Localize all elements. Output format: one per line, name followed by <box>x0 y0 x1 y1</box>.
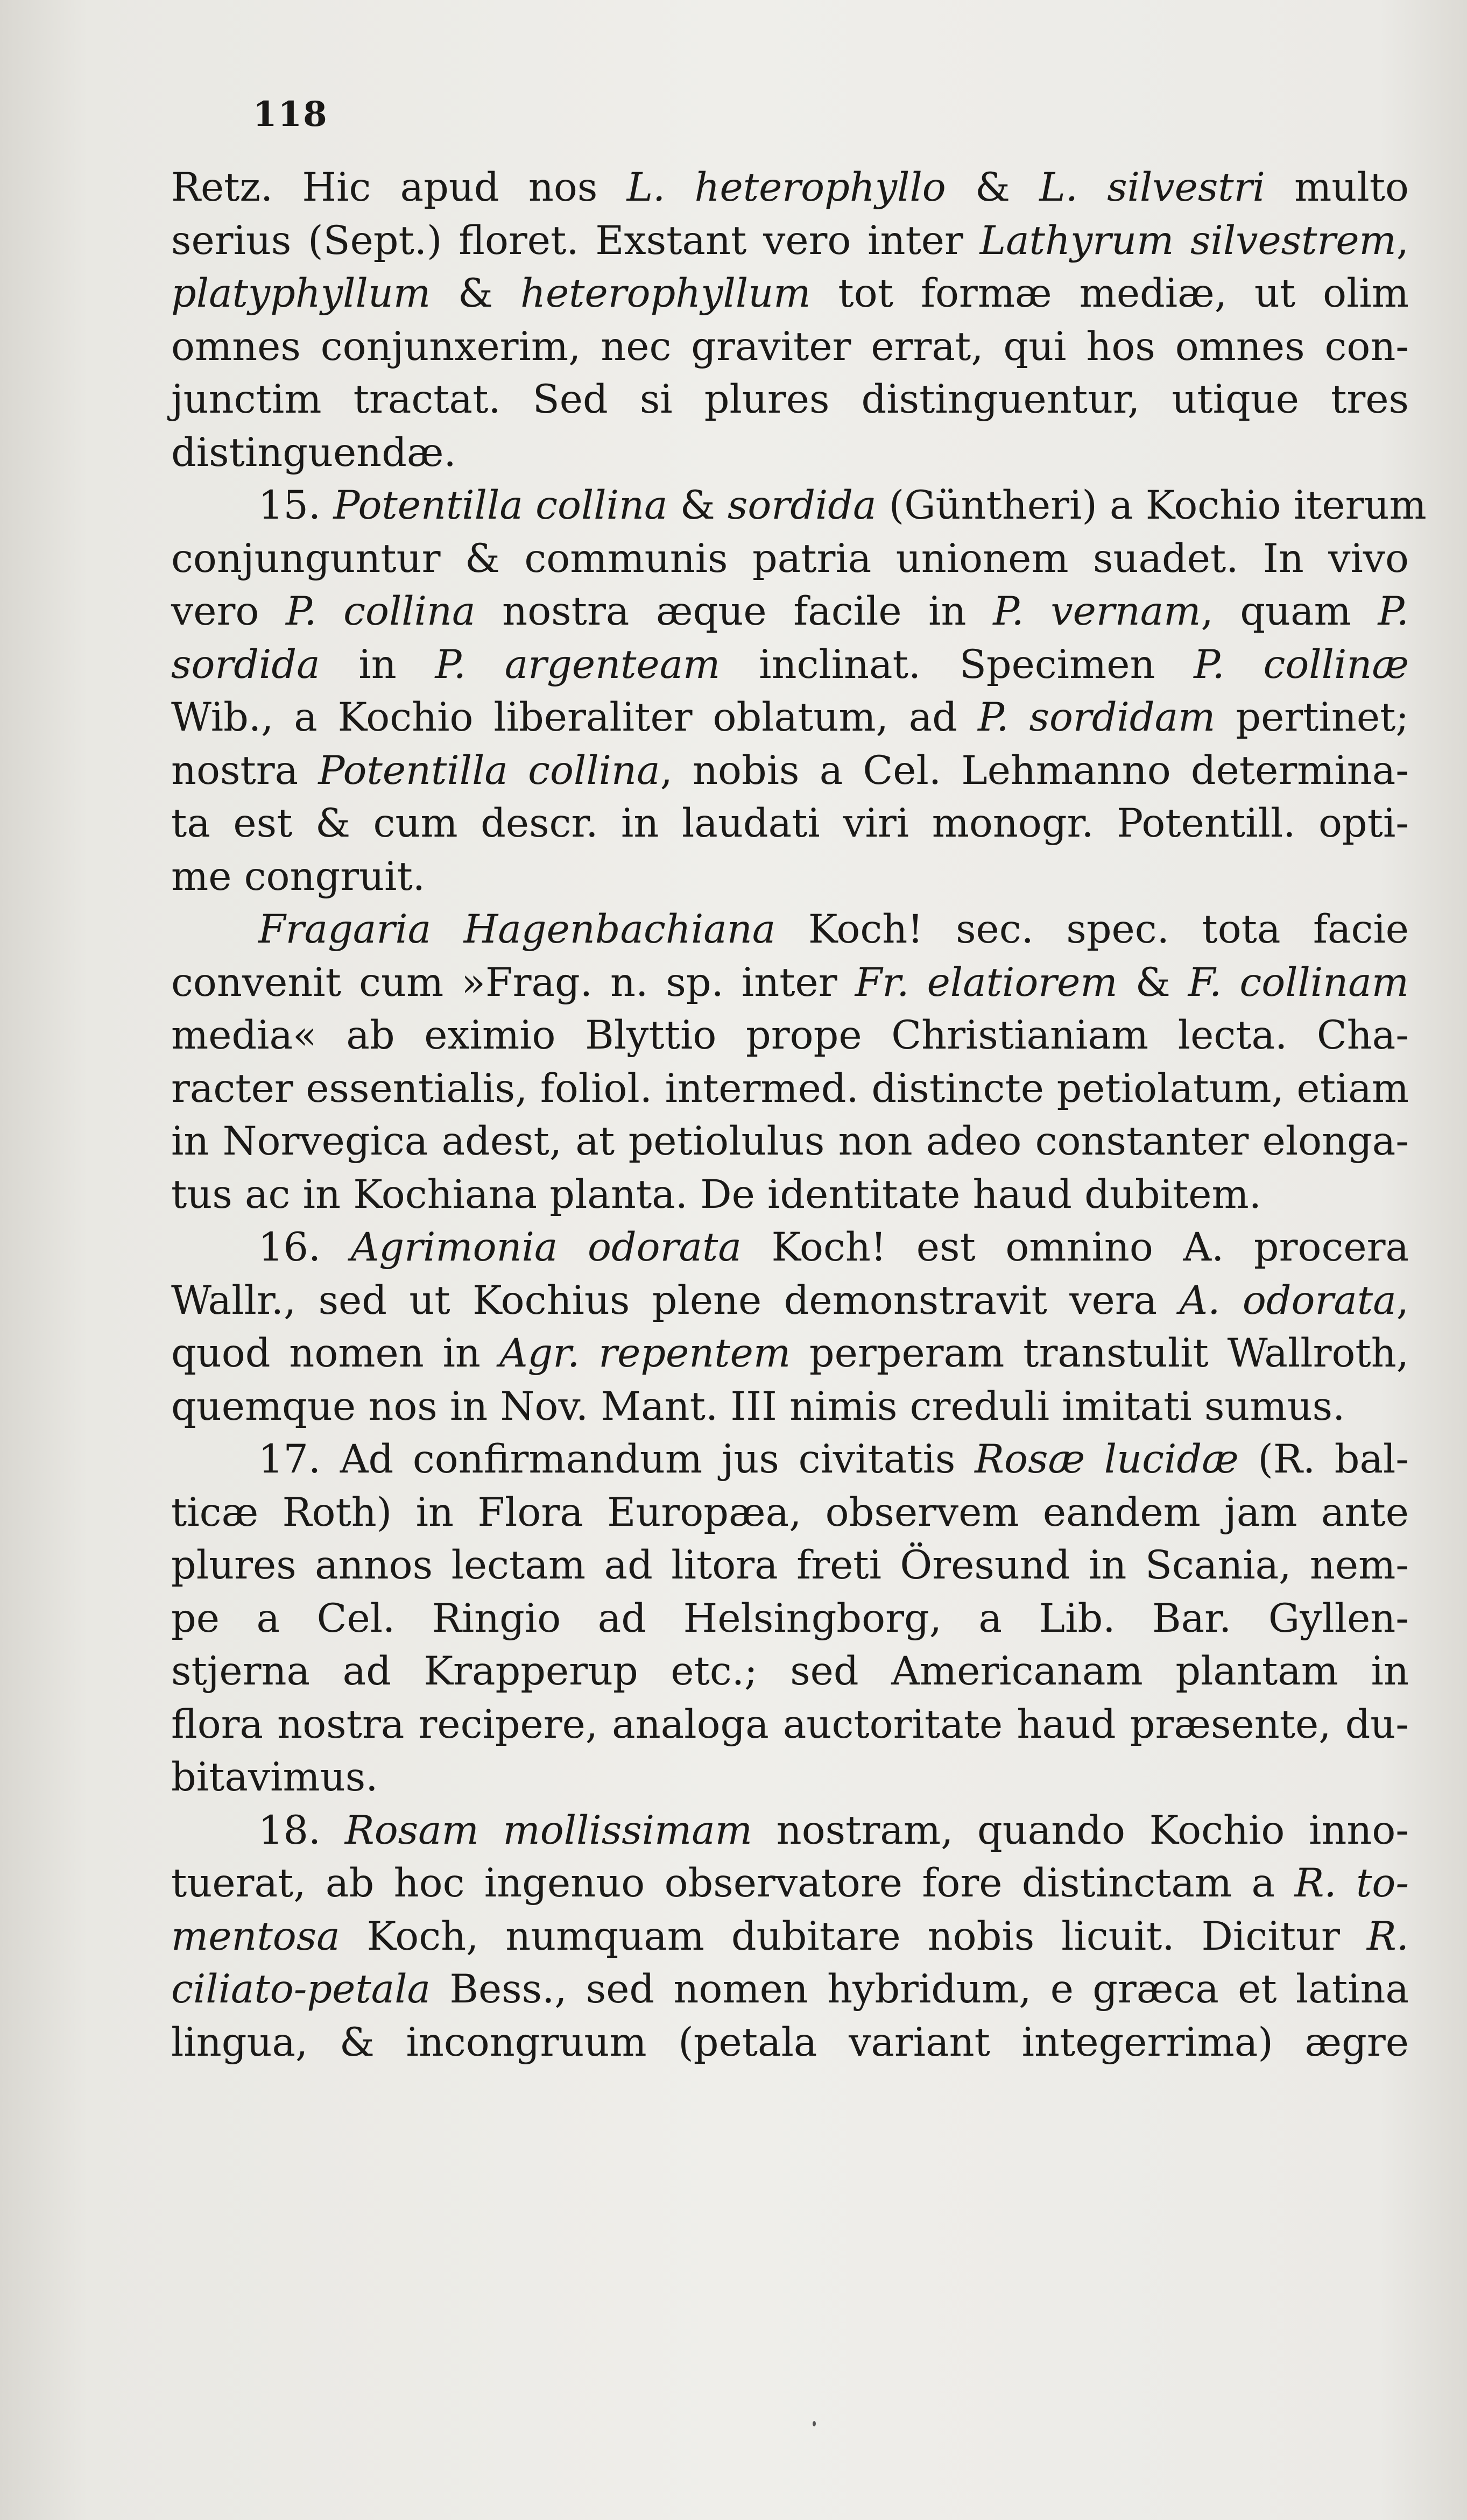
text-line: Wallr., sed ut Kochius plene demonstravit vera A. odorata, <box>171 1277 1409 1323</box>
text-line: platyphyllum & heterophyllum tot formæ mediæ, ut olim <box>171 271 1409 316</box>
text-line: flora nostra recipere, analoga auctoritate haud præsente, du- <box>171 1701 1409 1747</box>
text-line: convenit cum »Frag. n. sp. inter Fr. elatiorem & F. collinam <box>171 959 1409 1006</box>
text-line: ta est & cum descr. in laudati viri monogr. Potentill. opti- <box>171 801 1409 846</box>
paragraph-17-start: 17. Ad confirmandum jus civitatis Rosæ lucidæ (R. bal- <box>258 1436 1409 1482</box>
text-line: tus ac in Kochiana planta. De identitate haud dubitem. <box>171 1171 1261 1217</box>
text-line: in Norvegica adest, at petiolulus non adeo constanter elonga- <box>171 1119 1409 1164</box>
text-line: Wib., a Kochio liberaliter oblatum, ad P. sordidam pertinet; <box>171 695 1409 740</box>
text-line: racter essentialis, foliol. intermed. distincte petiolatum, etiam <box>171 1065 1409 1112</box>
ink-speck <box>813 2421 816 2426</box>
paragraph-15-start: 15. Potentilla collina & sordida (Güntheri) a Kochio iterum <box>258 483 1427 528</box>
text-line: pe a Cel. Ringio ad Helsingborg, a Lib. Bar. Gyllen- <box>171 1595 1409 1641</box>
text-line: quemque nos in Nov. Mant. III nimis creduli imitati sumus. <box>171 1383 1345 1429</box>
text-line: sordida in P. argenteam inclinat. Specimen P. collinæ <box>171 641 1409 688</box>
page-number: 118 <box>253 94 328 135</box>
text-line: omnes conjunxerim, nec graviter errat, qui hos omnes con- <box>171 323 1409 370</box>
body-text <box>171 161 1427 2069</box>
text-line: distinguendæ. <box>171 429 456 476</box>
text-line: bitavimus. <box>171 1754 378 1800</box>
text-line: lingua, & incongruum (petala variant integerrima) ægre <box>171 2019 1409 2065</box>
text-line: media« ab eximio Blyttio prope Christianiam lecta. Cha- <box>171 1013 1409 1058</box>
text-line: junctim tractat. Sed si plures distinguentur, utique tres <box>171 377 1409 422</box>
text-line: Retz. Hic apud nos L. heterophyllo & L. silvestri multo <box>171 165 1409 210</box>
text-line: plures annos lectam ad litora freti Öresund in Scania, nem- <box>171 1542 1409 1588</box>
text-line: mentosa Koch, numquam dubitare nobis licuit. Dicitur R. <box>171 1913 1409 1959</box>
text-line: quod nomen in Agr. repentem perperam transtulit Wallroth, <box>171 1330 1409 1376</box>
paragraph-16-start: 16. Agrimonia odorata Koch! est omnino A. procera <box>258 1224 1409 1270</box>
text-line: serius (Sept.) floret. Exstant vero inter Lathyrum silvestrem, <box>171 217 1409 264</box>
paragraph-fragaria-start: Fragaria Hagenbachiana Koch! sec. spec. tota facie <box>258 907 1409 952</box>
text-line: stjerna ad Krapperup etc.; sed Americanam plantam in <box>171 1648 1409 1694</box>
text-line: me congruit. <box>171 853 426 900</box>
text-line: ciliato-petala Bess., sed nomen hybridum, e græca et latina <box>171 1966 1409 2012</box>
text-line: conjunguntur & communis patria unionem suadet. In vivo <box>171 535 1409 582</box>
paragraph-18-start: 18. Rosam mollissimam nostram, quando Kochio inno- <box>258 1807 1409 1853</box>
text-line: tuerat, ab hoc ingenuo observatore fore distinctam a R. to- <box>171 1860 1409 1906</box>
text-line: nostra Potentilla collina, nobis a Cel. Lehmanno determina- <box>171 747 1409 794</box>
text-line: ticæ Roth) in Flora Europæa, observem eandem jam ante <box>171 1489 1409 1535</box>
text-line: vero P. collina nostra æque facile in P. vernam, quam P. <box>171 589 1409 634</box>
